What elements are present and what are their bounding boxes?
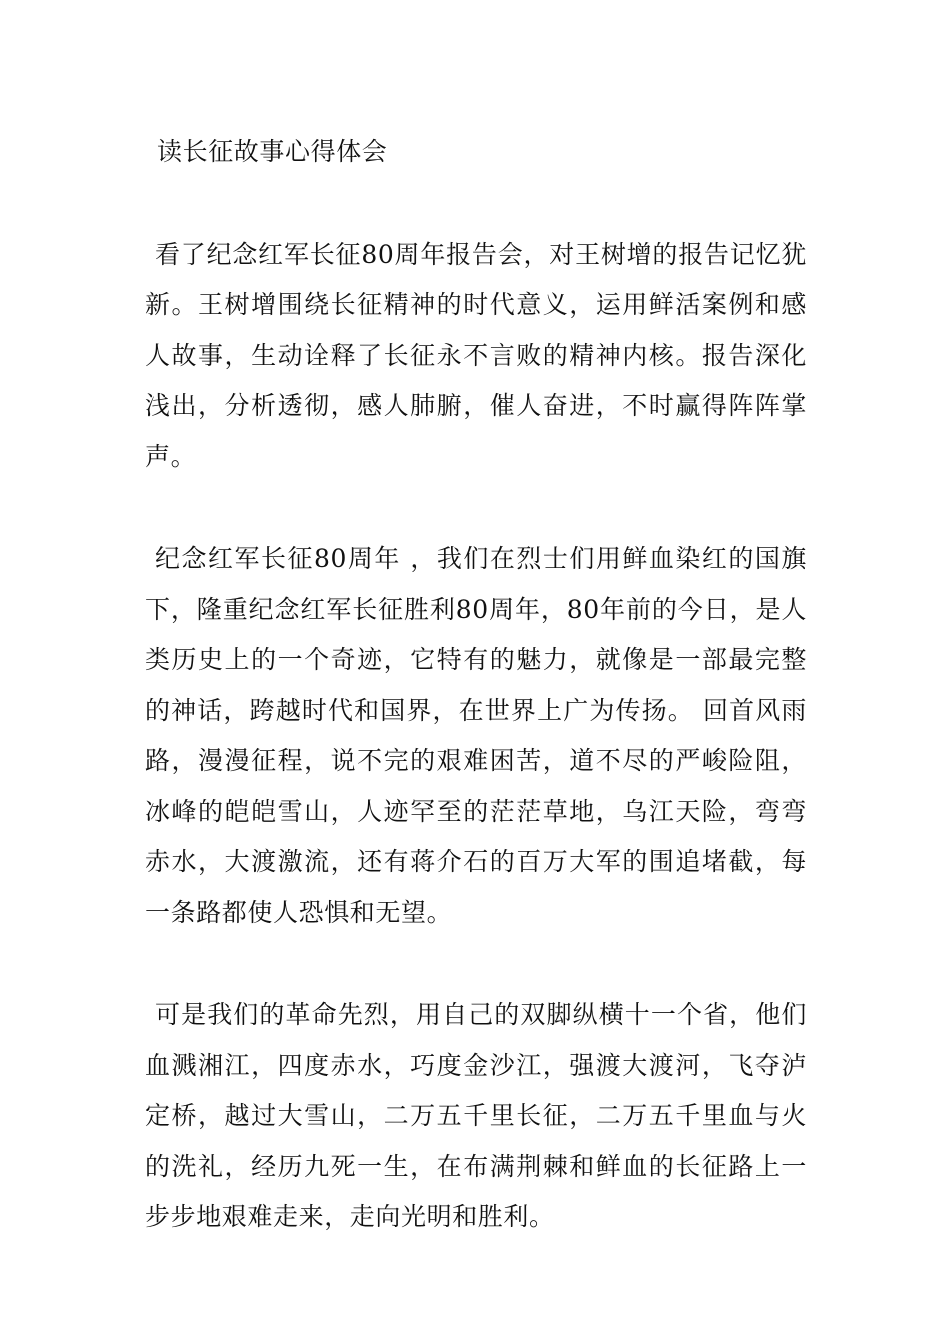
paragraph-2: 纪念红军长征80周年 ，我们在烈士们用鲜血染红的国旗下，隆重纪念红军长征胜利80周年，80年前的今日，是人类历史上的一个奇迹，它特有的魅力，就像是一部最完整的神话，跨越时代和国界，在世界上广为传扬。 回首风雨路，漫漫征程，说不完的艰难困苦，道不尽的严峻险阻，冰峰的皑皑雪山，人迹罕至的茫茫草地，乌江天险，弯弯赤水，大渡激流，还有蒋介石的百万大军的围追堵截，每一条路都使人恐惧和无望。 xyxy=(145,544,807,927)
document-title: 读长征故事心得体会 xyxy=(157,137,388,166)
paragraph-3: 可是我们的革命先烈，用自己的双脚纵横十一个省，他们血溅湘江，四度赤水，巧度金沙江，强渡大渡河，飞夺泸定桥，越过大雪山，二万五千里长征，二万五千里血与火的洗礼，经历九死一生，在布满荆棘和鲜血的长征路上一步步地艰难走来，走向光明和胜利。 xyxy=(145,1000,807,1231)
document-body xyxy=(145,127,807,1295)
paragraph-1: 看了纪念红军长征80周年报告会，对王树增的报告记忆犹新。王树增围绕长征精神的时代意义，运用鲜活案例和感人故事，生动诠释了长征永不言败的精神内核。报告深化浅出，分析透彻，感人肺腑，催人奋进，不时赢得阵阵掌声。 xyxy=(145,239,807,471)
